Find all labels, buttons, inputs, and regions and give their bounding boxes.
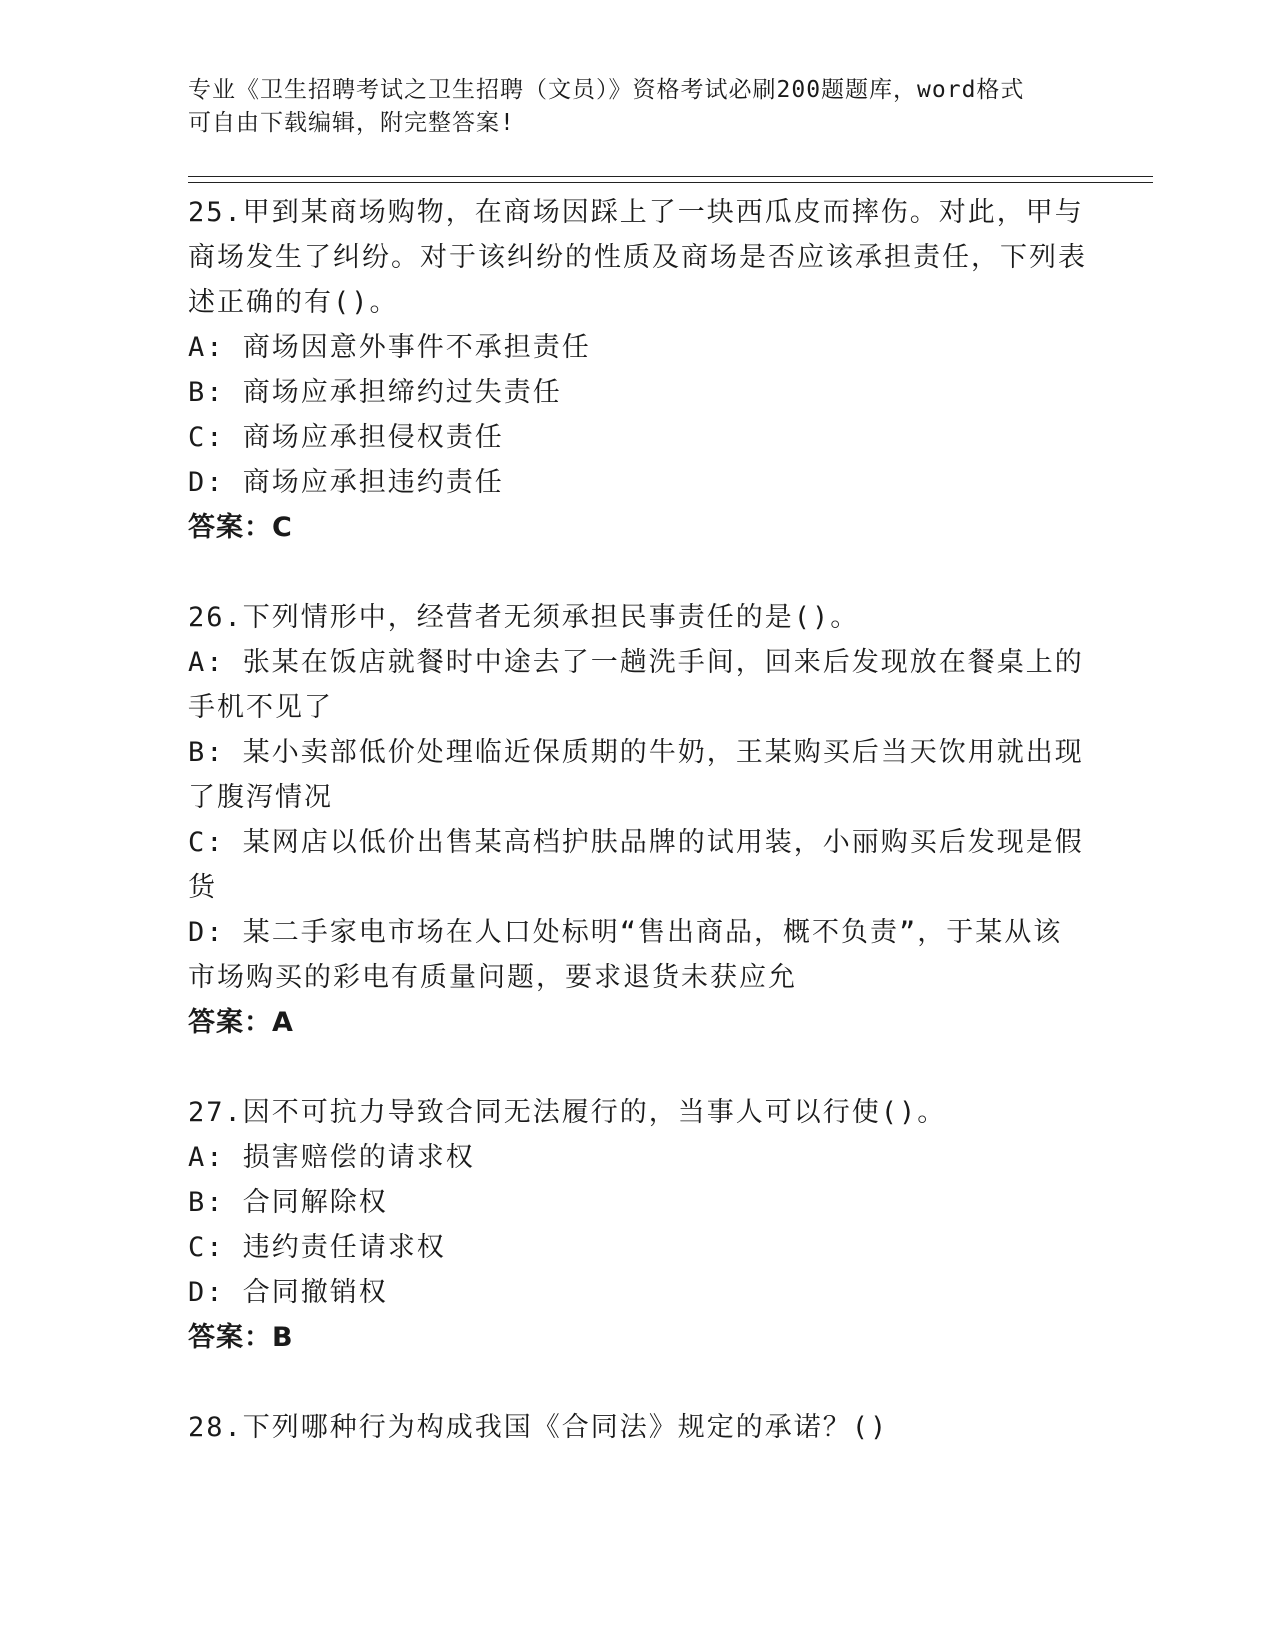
option-d: D: 商场应承担违约责任 [188, 467, 504, 498]
option-b: B: 商场应承担缔约过失责任 [188, 377, 562, 408]
question-27 [188, 1090, 1088, 1360]
option-a: A: 商场因意外事件不承担责任 [188, 332, 591, 363]
answer-line: 答案：B [188, 1322, 294, 1353]
option-c: C: 违约责任请求权 [188, 1232, 446, 1263]
option-a: A: 张某在饭店就餐时中途去了一趟洗手间，回来后发现放在餐桌上的手机不见了 [188, 647, 1084, 723]
question-stem: 28.下列哪种行为构成我国《合同法》规定的承诺？() [188, 1412, 889, 1443]
question-25 [188, 190, 1088, 550]
question-stem: 25.甲到某商场购物，在商场因踩上了一块西瓜皮而摔伤。对此，甲与商场发生了纠纷。对于该纠纷的性质及商场是否应该承担责任，下列表述正确的有()。 [188, 197, 1087, 318]
option-b: B: 合同解除权 [188, 1187, 388, 1218]
header-divider-bottom [188, 182, 1153, 183]
question-26 [188, 595, 1088, 1045]
option-d: D: 合同撤销权 [188, 1277, 388, 1308]
option-c: C: 商场应承担侵权责任 [188, 422, 504, 453]
question-stem: 27.因不可抗力导致合同无法履行的，当事人可以行使()。 [188, 1097, 947, 1128]
option-d: D: 某二手家电市场在人口处标明“售出商品，概不负责”，于某从该市场购买的彩电有质量问题，要求退货未获应允 [188, 917, 1063, 993]
answer-line: 答案：A [188, 1007, 294, 1038]
header-line-1: 专业《卫生招聘考试之卫生招聘（文员）》资格考试必刷200题题库，word格式 [188, 77, 1025, 103]
header-line-2: 可自由下载编辑，附完整答案! [188, 110, 515, 136]
question-stem: 26.下列情形中，经营者无须承担民事责任的是()。 [188, 602, 860, 633]
header-divider-top [188, 176, 1153, 177]
option-b: B: 某小卖部低价处理临近保质期的牛奶，王某购买后当天饮用就出现了腹泻情况 [188, 737, 1084, 813]
answer-line: 答案：C [188, 512, 293, 543]
option-c: C: 某网店以低价出售某高档护肤品牌的试用装，小丽购买后发现是假货 [188, 827, 1084, 903]
document-header [188, 74, 1088, 140]
question-28 [188, 1405, 1088, 1450]
question-list [188, 190, 1088, 1495]
option-a: A: 损害赔偿的请求权 [188, 1142, 475, 1173]
